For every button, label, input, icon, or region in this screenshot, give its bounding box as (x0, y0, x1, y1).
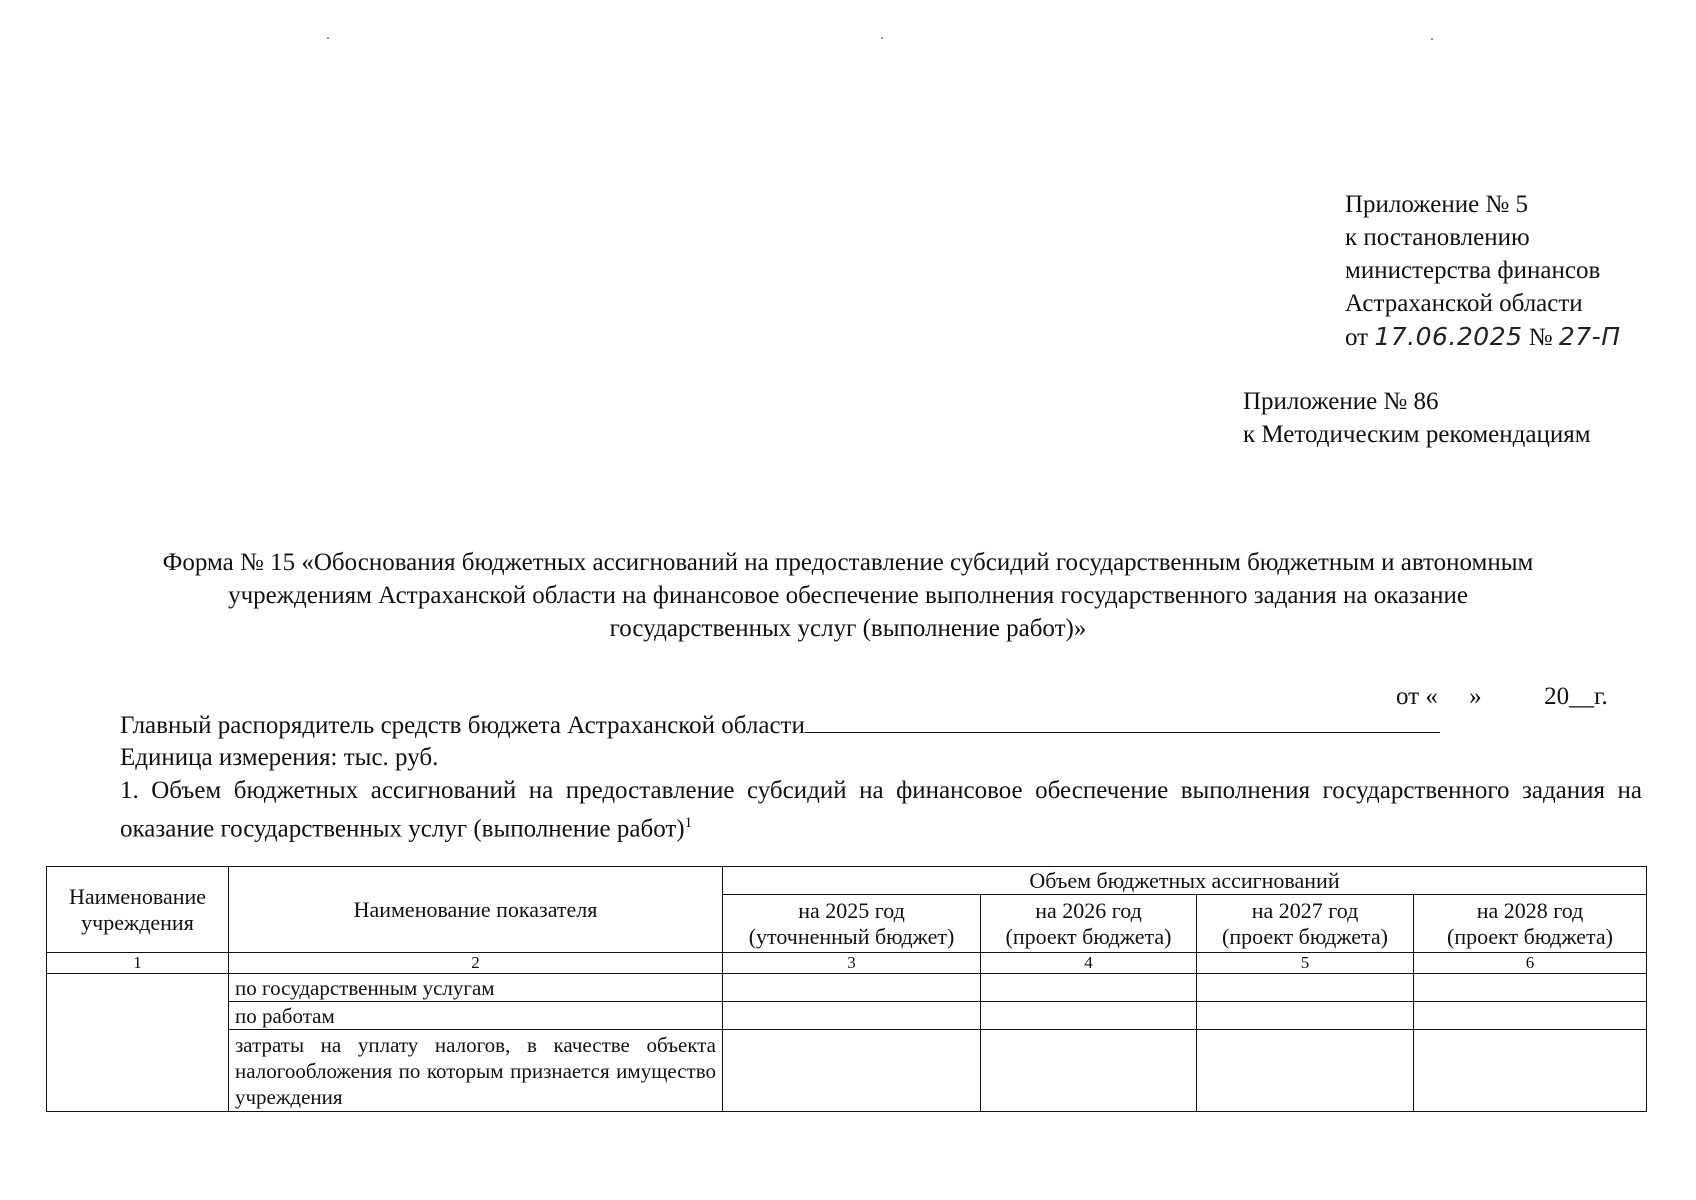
header-indicator: Наименование показателя (229, 867, 723, 953)
header-year-label: на 2026 год (1035, 897, 1142, 923)
table-row (47, 1030, 1647, 1112)
main-manager-line (120, 710, 1440, 742)
header-appropriations: Объем бюджетных ассигнований (723, 867, 1647, 895)
appendix-line: Астраханской области (1345, 290, 1583, 317)
appendix-date-line (1345, 320, 1621, 354)
indicator-cell: по государственным услугам (229, 974, 723, 1002)
footnote-marker: 1 (684, 815, 693, 831)
appendix-line: к постановлению (1345, 224, 1530, 251)
form-date-line: от « » 20__г. (1396, 683, 1608, 710)
value-cell (1197, 1002, 1414, 1030)
table-row (47, 974, 1647, 1002)
column-number-row (47, 953, 1647, 974)
column-number: 3 (723, 953, 981, 974)
header-year-note: (проект бюджета) (1447, 923, 1613, 949)
handwritten-number: 27-П (1558, 322, 1621, 351)
value-cell (1414, 1030, 1647, 1112)
main-manager-blank (805, 710, 1440, 733)
value-cell (981, 1002, 1197, 1030)
value-cell (723, 1002, 981, 1030)
column-number: 2 (229, 953, 723, 974)
institution-cell (47, 974, 229, 1112)
value-cell (1414, 974, 1647, 1002)
appendix-resolution-block (1345, 188, 1621, 354)
appendix-line: к Методическим рекомендациям (1243, 421, 1591, 448)
column-number: 6 (1414, 953, 1647, 974)
header-institution: Наименование учреждения (47, 867, 229, 953)
header-year-note: (проект бюджета) (1005, 923, 1172, 949)
header-year-label: на 2028 год (1476, 897, 1584, 923)
form-title-line: Форма № 15 «Обоснования бюджетных ассигнований на предоставление субсидий государственным бюджетным и автономным (162, 549, 1534, 576)
header-year-2027 (1197, 895, 1414, 953)
header-year-label: на 2027 год (1251, 897, 1359, 923)
scan-dot (327, 37, 329, 39)
unit-of-measure: Единица измерения: тыс. руб. (120, 744, 439, 771)
section-heading-text: 1. Объем бюджетных ассигнований на предоставление субсидий на финансовое обеспечение выполнения государственного задания на оказание государственных услуг (выполнение работ) (120, 777, 1642, 843)
appendix-title: Приложение № 5 (1345, 191, 1529, 218)
appendix-title: Приложение № 86 (1243, 388, 1439, 415)
form-title-line: учреждениям Астраханской области на финансовое обеспечение выполнения государственного задания на оказание (228, 582, 1468, 609)
table-row (47, 1002, 1647, 1030)
appropriations-table (46, 866, 1647, 1112)
scan-dot (1431, 38, 1433, 40)
header-year-note: (проект бюджета) (1222, 923, 1388, 949)
header-year-2026 (981, 895, 1197, 953)
indicator-cell: затраты на уплату налогов, в качестве объекта налогообложения по которым признается имущество учреждения (229, 1030, 723, 1112)
value-cell (1197, 1030, 1414, 1112)
value-cell (723, 974, 981, 1002)
handwritten-date: 17.06.2025 (1374, 322, 1523, 351)
value-cell (1197, 974, 1414, 1002)
column-number: 5 (1197, 953, 1414, 974)
header-year-label: на 2025 год (798, 897, 905, 923)
header-year-2025 (723, 895, 981, 953)
date-prefix: от (1345, 324, 1369, 351)
value-cell (1414, 1002, 1647, 1030)
value-cell (723, 1030, 981, 1112)
indicator-cell: по работам (229, 1002, 723, 1030)
number-sign: № (1528, 324, 1553, 351)
section-heading (120, 775, 1642, 845)
column-number: 4 (981, 953, 1197, 974)
column-number: 1 (47, 953, 229, 974)
form-title (50, 546, 1646, 645)
header-year-note: (уточненный бюджет) (748, 923, 955, 949)
appendix-line: министерства финансов (1345, 257, 1601, 284)
scan-dot (881, 37, 883, 39)
main-manager-label: Главный распорядитель средств бюджета Астраханской области (120, 712, 805, 739)
value-cell (981, 1030, 1197, 1112)
header-year-2028 (1414, 895, 1647, 953)
value-cell (981, 974, 1197, 1002)
appendix-recommendations-block (1243, 385, 1591, 451)
form-title-line: государственных услуг (выполнение работ)» (609, 615, 1087, 642)
